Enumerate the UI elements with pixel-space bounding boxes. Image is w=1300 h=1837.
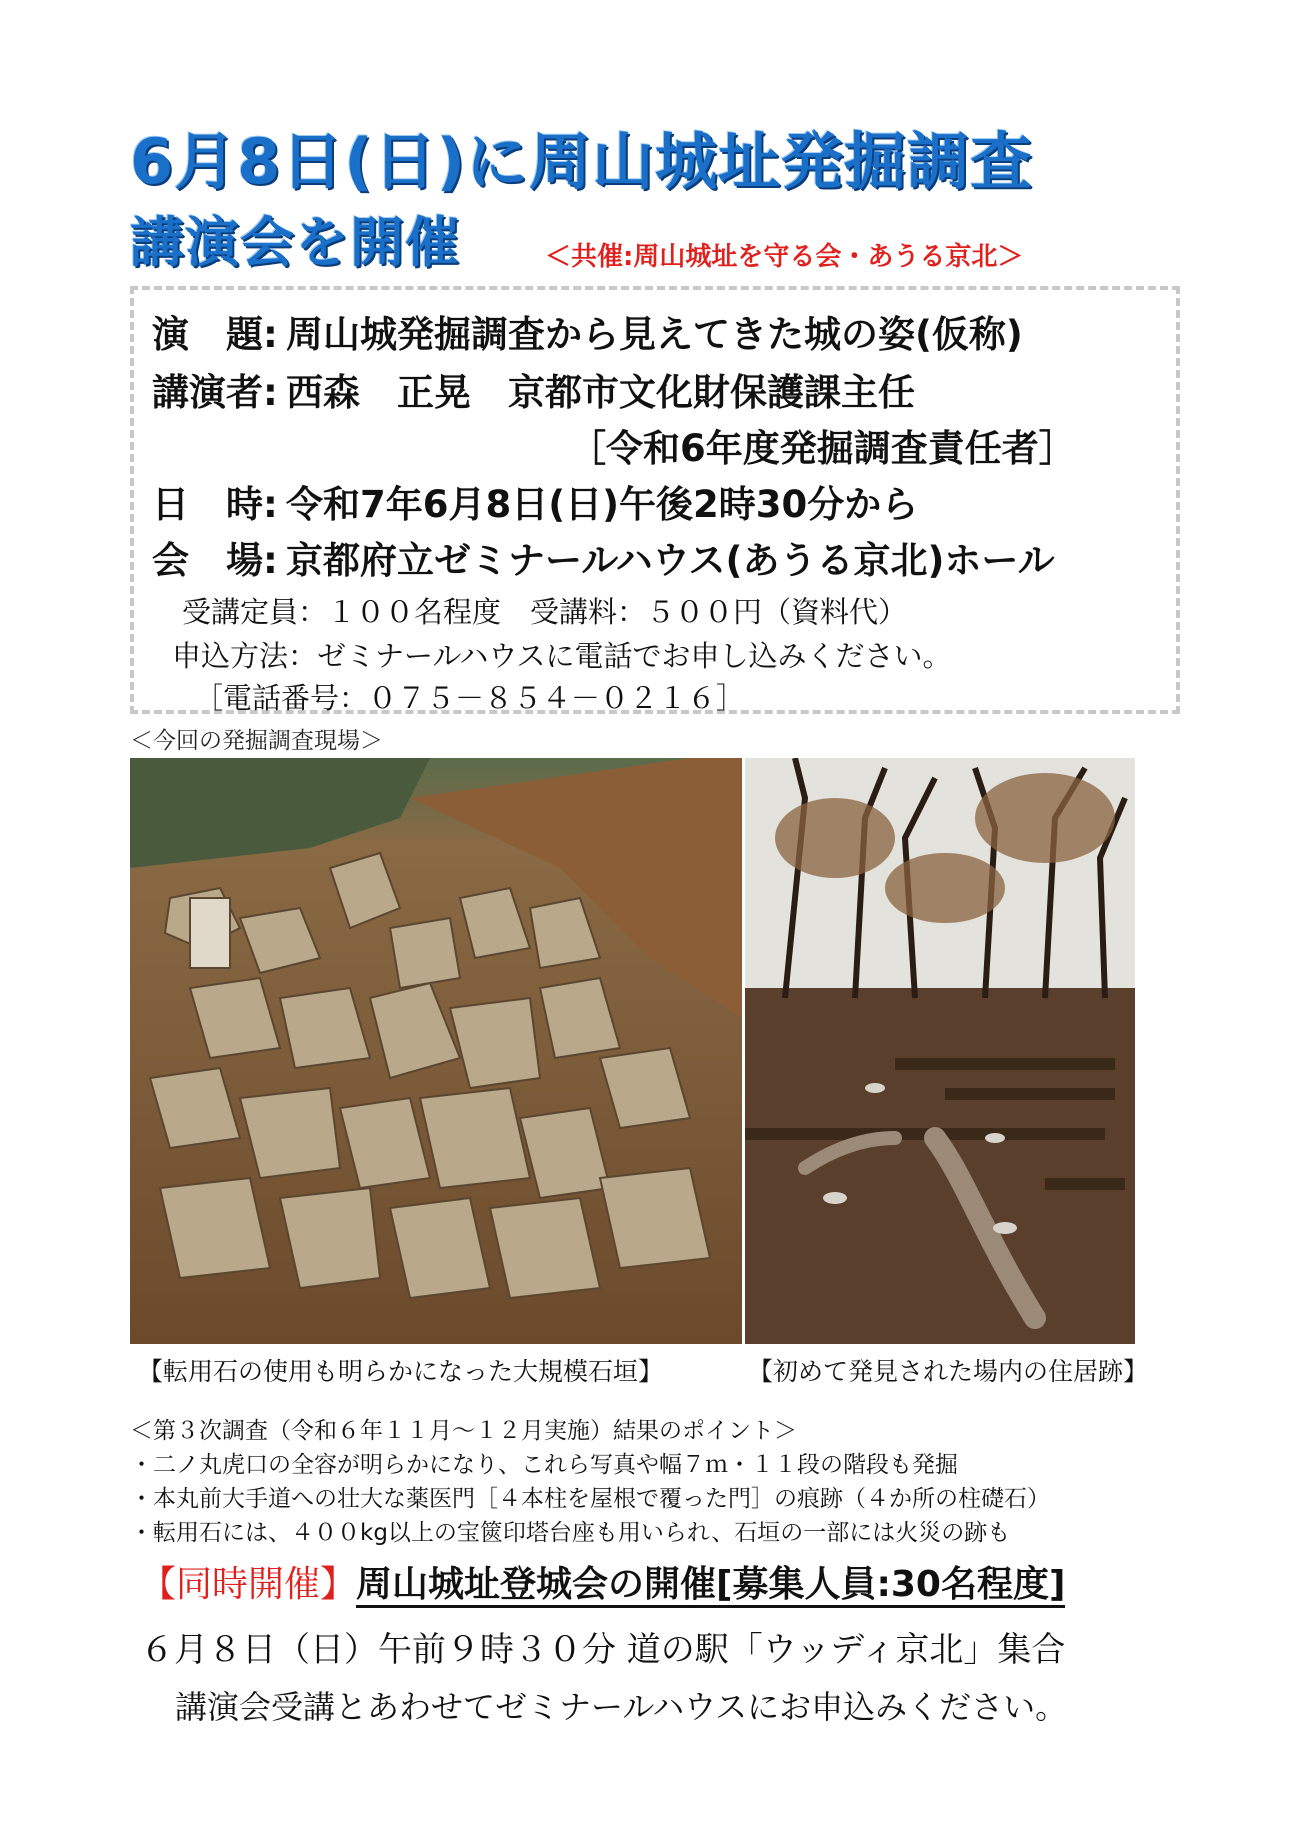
venue-value: 京都府立ゼミナールハウス(あうる京北)ホール [286,539,1055,582]
dwelling-remains-photo [745,758,1135,1344]
phone-number: ［電話番号：０７５－８５４－０２１６］ [194,681,746,715]
venue-label: 会 場: [152,539,278,582]
speaker-label: 講演者: [152,371,278,414]
date-label: 日 時: [152,483,278,526]
stone-wall-photo [130,758,742,1344]
stone-wall-caption: 【転用石の使用も明らかになった大規模石垣】 [138,1357,664,1386]
survey-point: ・二ノ丸虎口の全容が明らかになり、これら写真や幅７ｍ・１１段の階段も発掘 [130,1452,958,1478]
survey-point: ・転用石には、４００kg以上の宝篋印塔台座も用いられ、石垣の一部には火災の跡も [130,1520,1011,1546]
topic-row [152,304,1023,358]
hike-apply-note: 講演会受講とあわせてゼミナールハウスにお申込みください。 [175,1688,1068,1726]
survey-points-heading: ＜第３次調査（令和６年１１月～１２月実施）結果のポイント＞ [130,1418,797,1444]
dwelling-caption: 【初めて発見された場内の住居跡】 [748,1357,1149,1386]
hike-meeting-info: ６月８日（日）午前９時３０分 道の駅「ウッディ京北」集合 [140,1630,1066,1670]
date-value: 令和7年6月8日(日)午後2時30分から [286,483,919,526]
speaker-role: ［令和6年度発掘調査責任者］ [569,427,1076,470]
concurrent-title: 周山城址登城会の開催[募集人員:30名程度] [356,1564,1065,1608]
photo-section-label: ＜今回の発掘調査現場＞ [130,728,383,754]
survey-point: ・本丸前大手道への壮大な薬医門［４本柱を屋根で覆った門］の痕跡（４か所の柱礎石） [130,1486,1050,1512]
event-info-box [130,286,1180,714]
speaker-value: 西森 正晃 京都市文化財保護課主任 [286,371,915,414]
flyer-title-line2: 講演会を開催 [130,211,460,274]
topic-value: 周山城発掘調査から見えてきた城の姿(仮称) [286,313,1023,356]
concurrent-tag: 【同時開催】 [140,1564,357,1605]
cohost-note: ＜共催:周山城址を守る会・あうる京北＞ [545,242,1024,272]
capacity-fee: 受講定員：１００名程度 受講料：５００円（資料代） [182,595,908,629]
apply-method: 申込方法：ゼミナールハウスに電話でお申し込みください。 [172,639,952,673]
topic-label: 演 題: [152,313,278,356]
flyer-title-line1: 6月8日(日)に周山城址発掘調査 [130,125,1033,198]
concurrent-event [140,1556,1065,1607]
speaker-row [152,362,915,416]
venue-row [152,530,1055,584]
date-row [152,474,918,528]
